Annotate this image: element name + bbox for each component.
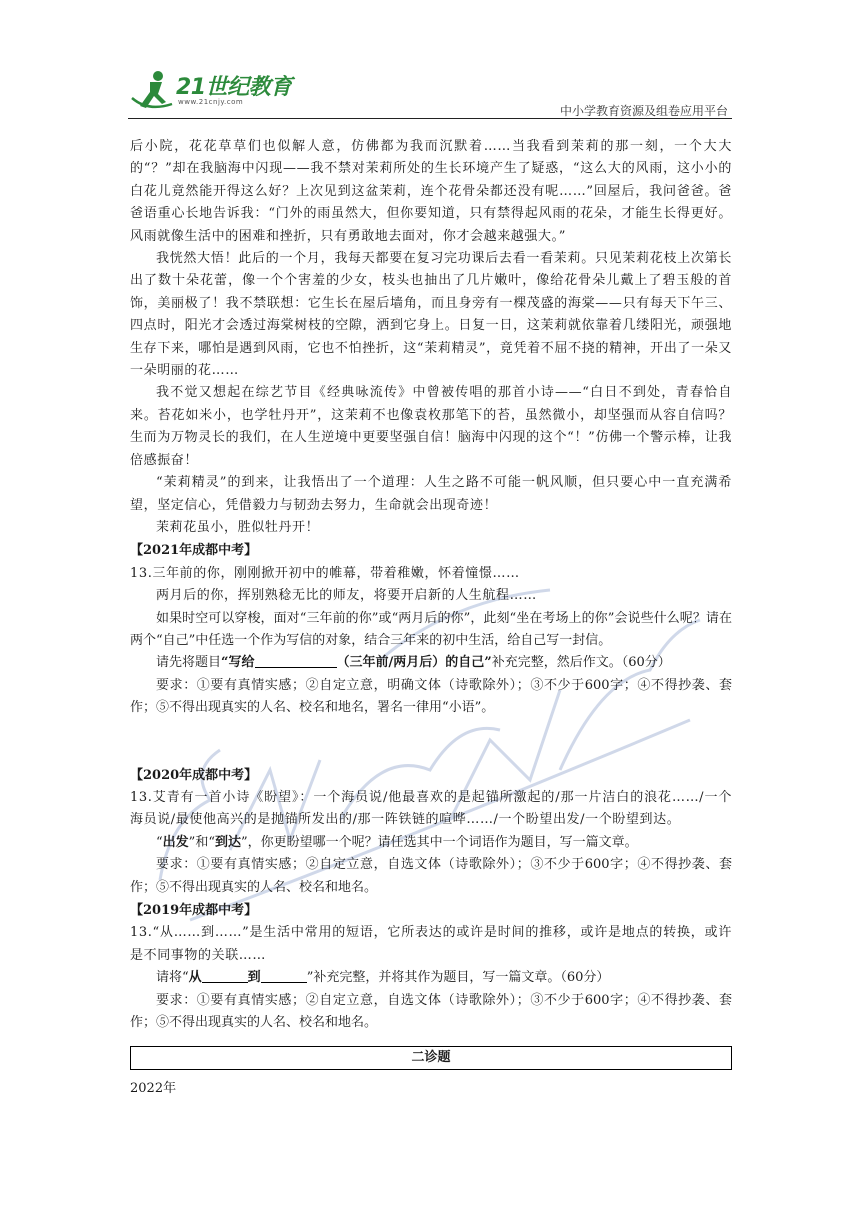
question-text: 13.三年前的你，刚刚掀开初中的帷幕，带着稚嫩，怀着憧憬……: [130, 565, 520, 581]
question-instruction: “出发”和“到达”，你更盼望哪一个呢？请任选其中一个词语作为题目，写一篇文章。: [156, 834, 638, 850]
question-text: 两月后的你，挥别熟稔无比的师友，将要开启新的人生航程……: [156, 588, 537, 604]
essay-paragraph: 我恍然大悟！此后的一个月，我每天都要在复习完功课后去看一看茉莉。只见茉莉花枝上次第长出了数十朵花蕾，像一个个害羞的少女，枝头也抽出了几片嫩叶，像给花骨朵儿戴上了碧玉般的首饰，美丽极了！我不禁联想：它生长在屋后墙角，而且身旁有一棵茂盛的海棠——只有每天下午三、四点时，阳光才会透过海棠树枝的空隙，洒到它身上。日复一日，这茉莉就依靠着几缕阳光，顽强地生存下来，哪怕是遇到风雨，它也不怕挫折，这“茉莉精灵”，竟凭着不屈不挠的精神，开出了一朵又一朵明丽的花……: [130, 251, 732, 379]
question-requirements: 要求：①要有真情实感；②自定立意，明确文体（诗歌除外）；③不少于600字；④不得抄袭、套作；⑤不得出现真实的人名、校名和地名，署名一律用“小语”。: [130, 677, 732, 716]
section-year: 2022年: [130, 1081, 177, 1097]
fill-blank: [202, 968, 248, 983]
logo-url: www.21cnjy.com: [178, 98, 244, 106]
question-instruction: 请先将题目“写给 （三年前/两月后）的自己”补充完整，然后作文。（60分）: [156, 655, 671, 671]
essay-paragraph: 茉莉花虽小，胜似牡丹开！: [156, 519, 320, 535]
essay-paragraph: “茉莉精灵”的到来，让我悟出了一个道理：人生之路不可能一帆风顺，但只要心中一直充满希望，坚定信心，凭借毅力与韧劲去努力，生命就会出现奇迹！: [130, 475, 732, 513]
logo-text: 21世纪教育: [176, 75, 292, 100]
question-text: 13.艾青有一首小诗《盼望》：一个海员说/他最喜欢的是起锚所激起的/那一片洁白的浪花……/一个海员说/最使他高兴的是抛锚所发出的/那一阵铁链的喧哗……/一个盼望出发/一个盼望到达。: [130, 789, 732, 828]
question-heading-2020: 【2020年成都中考】: [130, 767, 258, 783]
question-text: 如果时空可以穿梭，面对“三年前的你”或“两月后的你”，此刻“坐在考场上的你”会说些什么呢？请在两个“自己”中任选一个作为写信的对象，结合三年来的初中生活，给自己写一封信。: [130, 610, 732, 648]
question-requirements: 要求：①要有真情实感；②自定立意，自选文体（诗歌除外）；③不少于600字；④不得抄袭、套作；⑤不得出现真实的人名、校名和地名。: [130, 992, 732, 1031]
essay-paragraph: 后小院，花花草草们也似解人意，仿佛都为我而沉默着……当我看到茉莉的那一刻，一个大大的“？”却在我脑海中闪现——我不禁对茉莉所处的生长环境产生了疑惑，“这么大的风雨，这小小的白花儿竟然能开得这么好？上次见到这盆茉莉，连个花骨朵都还没有呢……”回屋后，我问爸爸。爸爸语重心长地告诉我：“门外的雨虽然大，但你要知道，只有禁得起风雨的花朵，才能生长得更好。风雨就像生活中的困难和挫折，只有勇敢地去面对，你才会越来越强大。”: [130, 139, 732, 244]
question-requirements: 要求：①要有真情实感；②自定立意，自选文体（诗歌除外）；③不少于600字；④不得抄袭、套作；⑤不得出现真实的人名、校名和地名。: [130, 857, 732, 895]
page-header: [128, 62, 732, 120]
fill-blank: [255, 653, 337, 668]
platform-name: 中小学教育资源及组卷应用平台: [559, 104, 728, 118]
essay-paragraph: 我不觉又想起在综艺节目《经典咏流传》中曾被传唱的那首小诗——“白日不到处，青春恰自来。苔花如米小，也学牡丹开”，这茉莉不也像袁枚那笔下的苔，虽然微小，却坚强而从容自信吗？生而为万物灵长的我们，在人生逆境中更要坚强自信！脑海中闪现的这个“！”仿佛一个警示棒，让我倍感振奋！: [130, 385, 732, 468]
document-body: [130, 136, 732, 1101]
section-title-box: 二诊题: [130, 1046, 732, 1070]
question-heading-2019: 【2019年成都中考】: [130, 903, 258, 918]
question-text: 13.“从……到……”是生活中常用的短语，它所表达的或许是时间的推移，或许是地点的转换，或许是不同事物的关联……: [130, 925, 732, 963]
header-divider: [128, 118, 732, 119]
question-heading-2021: 【2021年成都中考】: [130, 543, 258, 559]
question-instruction: 请将“从 到 ”补充完整，并将其作为题目，写一篇文章。（60分）: [156, 970, 610, 986]
fill-blank: [261, 968, 307, 983]
